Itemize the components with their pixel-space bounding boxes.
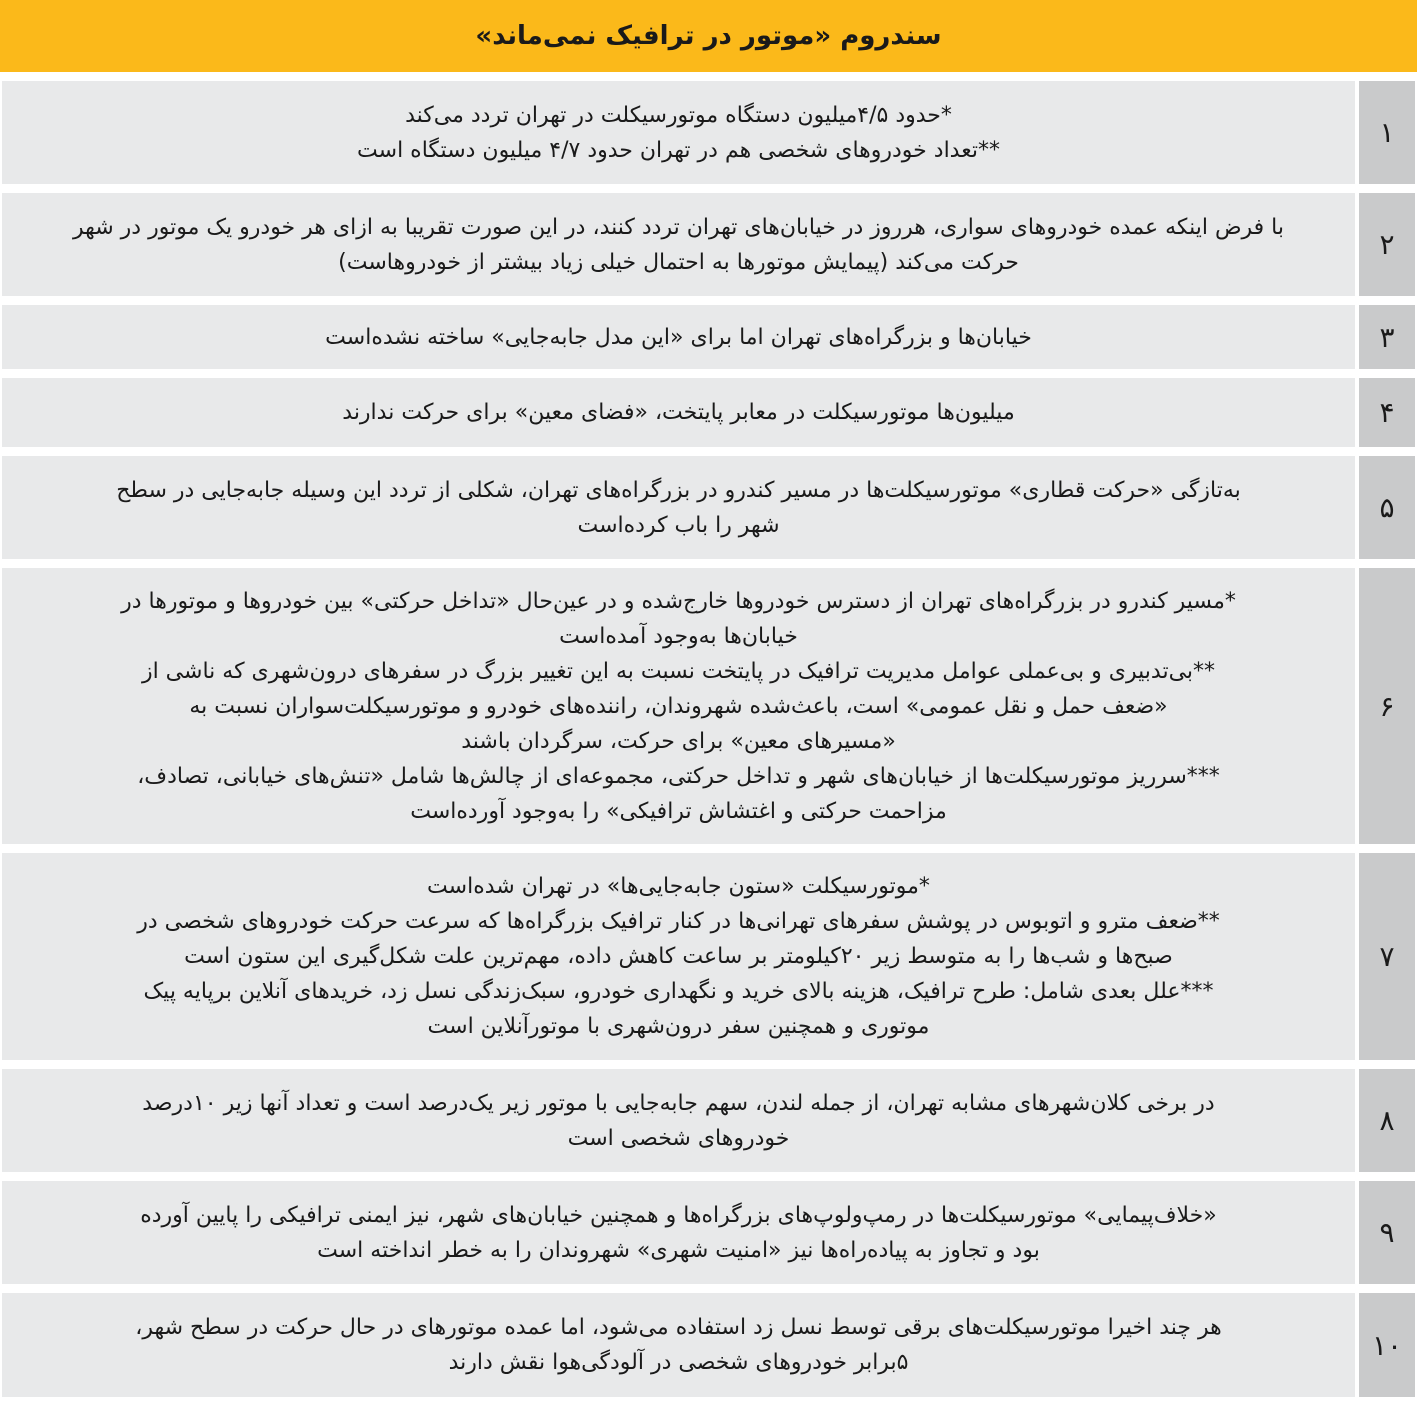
row-line: موتوری و همچنین سفر درون‌شهری با موتورآنلاین است bbox=[427, 1014, 930, 1039]
row-line: **بی‌تدبیری و بی‌عملی عوامل مدیریت ترافیک در پایتخت نسبت به این تغییر بزرگ در سفرهای درون‌شهری که ناشی از bbox=[141, 658, 1216, 684]
row-line: در برخی کلان‌شهرهای مشابه تهران، از جمله لندن، سهم جابه‌جایی با موتور زیر یک‌درصد است و تعداد آنها زیر ۱۰درصد bbox=[142, 1090, 1215, 1116]
row-line: **ضعف مترو و اتوبوس در پوشش سفرهای تهرانی‌ها در کنار ترافیک بزرگراه‌ها که سرعت حرکت خودروهای شخصی در bbox=[137, 909, 1220, 934]
row-line: خیابان‌ها و بزرگراه‌های تهران اما برای «این مدل جابه‌جایی» ساخته نشده‌است bbox=[325, 324, 1032, 350]
row-text bbox=[2, 1069, 1355, 1172]
row-line: خیابان‌ها به‌وجود آمده‌است bbox=[559, 623, 798, 649]
table-row bbox=[0, 305, 1417, 369]
table-row bbox=[0, 81, 1417, 184]
row-text bbox=[2, 853, 1355, 1060]
table-row bbox=[0, 456, 1417, 559]
table-row bbox=[0, 378, 1417, 447]
table-row bbox=[0, 1181, 1417, 1284]
row-number: ۸ bbox=[1359, 1069, 1415, 1172]
row-line: به‌تازگی «حرکت قطاری» موتورسیکلت‌ها در مسیر کندرو در بزرگراه‌های تهران، شکلی از تردد این وسیله جابه‌جایی در سطح bbox=[116, 477, 1241, 503]
row-number: ۲ bbox=[1359, 193, 1415, 296]
row-line: *موتورسیکلت «ستون جابه‌جایی‌ها» در تهران شده‌است bbox=[427, 874, 930, 899]
row-line: ۵برابر خودروهای شخصی در آلودگی‌هوا نقش دارند bbox=[448, 1350, 909, 1375]
row-text bbox=[2, 305, 1355, 369]
row-text bbox=[2, 193, 1355, 296]
row-line: مزاحمت حرکتی و اغتشاش ترافیکی» را به‌وجود آورده‌است bbox=[410, 798, 947, 824]
row-line: با فرض اینکه عمده خودروهای سواری، هرروز در خیابان‌های تهران تردد کنند، در این صورت تقریبا به ازای هر خودرو یک موتور در شهر bbox=[72, 214, 1285, 240]
table-row bbox=[0, 853, 1417, 1060]
table-row bbox=[0, 1293, 1417, 1397]
table-title: سندروم «موتور در ترافیک نمی‌ماند» bbox=[0, 0, 1417, 72]
row-line: «خلاف‌پیمایی» موتورسیکلت‌ها در رمپ‌ولوپ‌های بزرگراه‌ها و همچنین خیابان‌های شهر، نیز ایمنی ترافیکی را پایین آورده bbox=[140, 1202, 1217, 1228]
row-text bbox=[2, 378, 1355, 447]
row-text bbox=[2, 1293, 1355, 1397]
row-line: شهر را باب کرده‌است bbox=[577, 512, 780, 538]
row-text bbox=[2, 568, 1355, 844]
row-line: «مسیرهای معین» برای حرکت، سرگردان باشند bbox=[461, 728, 896, 754]
row-line: ***علل بعدی شامل: طرح ترافیک، هزینه بالای خرید و نگهداری خودرو، سبک‌زندگی نسل زد، خریدهای آنلاین برپایه پیک bbox=[143, 979, 1214, 1004]
row-line: **تعداد خودروهای شخصی هم در تهران حدود ۴/۷ میلیون دستگاه است bbox=[357, 137, 1000, 163]
row-number: ۵ bbox=[1359, 456, 1415, 559]
row-line: بود و تجاوز به پیاده‌راه‌ها نیز «امنیت شهری» شهروندان را به خطر انداخته است bbox=[317, 1237, 1040, 1263]
table-row bbox=[0, 568, 1417, 844]
row-line: *حدود ۴/۵میلیون دستگاه موتورسیکلت در تهران تردد می‌کند bbox=[405, 102, 952, 128]
table-row bbox=[0, 1069, 1417, 1172]
row-line: ***سرریز موتورسیکلت‌ها از خیابان‌های شهر و تداخل حرکتی، مجموعه‌ای از چالش‌ها شامل «تنش‌های خیابانی، تصادف، bbox=[137, 763, 1220, 789]
row-number: ۱ bbox=[1359, 81, 1415, 184]
row-number: ۷ bbox=[1359, 853, 1415, 1060]
row-line: حرکت می‌کند (پیمایش موتورها به احتمال خیلی زیاد بیشتر از خودروهاست) bbox=[338, 249, 1019, 275]
row-number: ۶ bbox=[1359, 568, 1415, 844]
row-line: «ضعف حمل و نقل عمومی» است، باعث‌شده شهروندان، راننده‌های خودرو و موتورسیکلت‌سواران نسبت به bbox=[189, 693, 1168, 719]
row-number: ۳ bbox=[1359, 305, 1415, 369]
table-row bbox=[0, 193, 1417, 296]
row-text bbox=[2, 456, 1355, 559]
row-number: ۹ bbox=[1359, 1181, 1415, 1284]
row-number: ۱۰ bbox=[1359, 1293, 1415, 1397]
row-number: ۴ bbox=[1359, 378, 1415, 447]
row-line: صبح‌ها و شب‌ها را به متوسط زیر ۲۰کیلومتر بر ساعت کاهش داده، مهم‌ترین علت شکل‌گیری این ستون است bbox=[184, 944, 1173, 969]
row-line: *مسیر کندرو در بزرگراه‌های تهران از دسترس خودروها خارج‌شده و در عین‌حال «تداخل حرکتی» بین خودروها و موتورها در bbox=[121, 588, 1236, 614]
row-line: هر چند اخیرا موتورسیکلت‌های برقی توسط نسل زد استفاده می‌شود، اما عمده موتورهای در حال حرکت در سطح شهر، bbox=[135, 1315, 1222, 1340]
row-text bbox=[2, 81, 1355, 184]
row-line: میلیون‌ها موتورسیکلت در معابر پایتخت، «فضای معین» برای حرکت ندارند bbox=[342, 400, 1015, 425]
row-text bbox=[2, 1181, 1355, 1284]
row-line: خودروهای شخصی است bbox=[567, 1125, 790, 1151]
